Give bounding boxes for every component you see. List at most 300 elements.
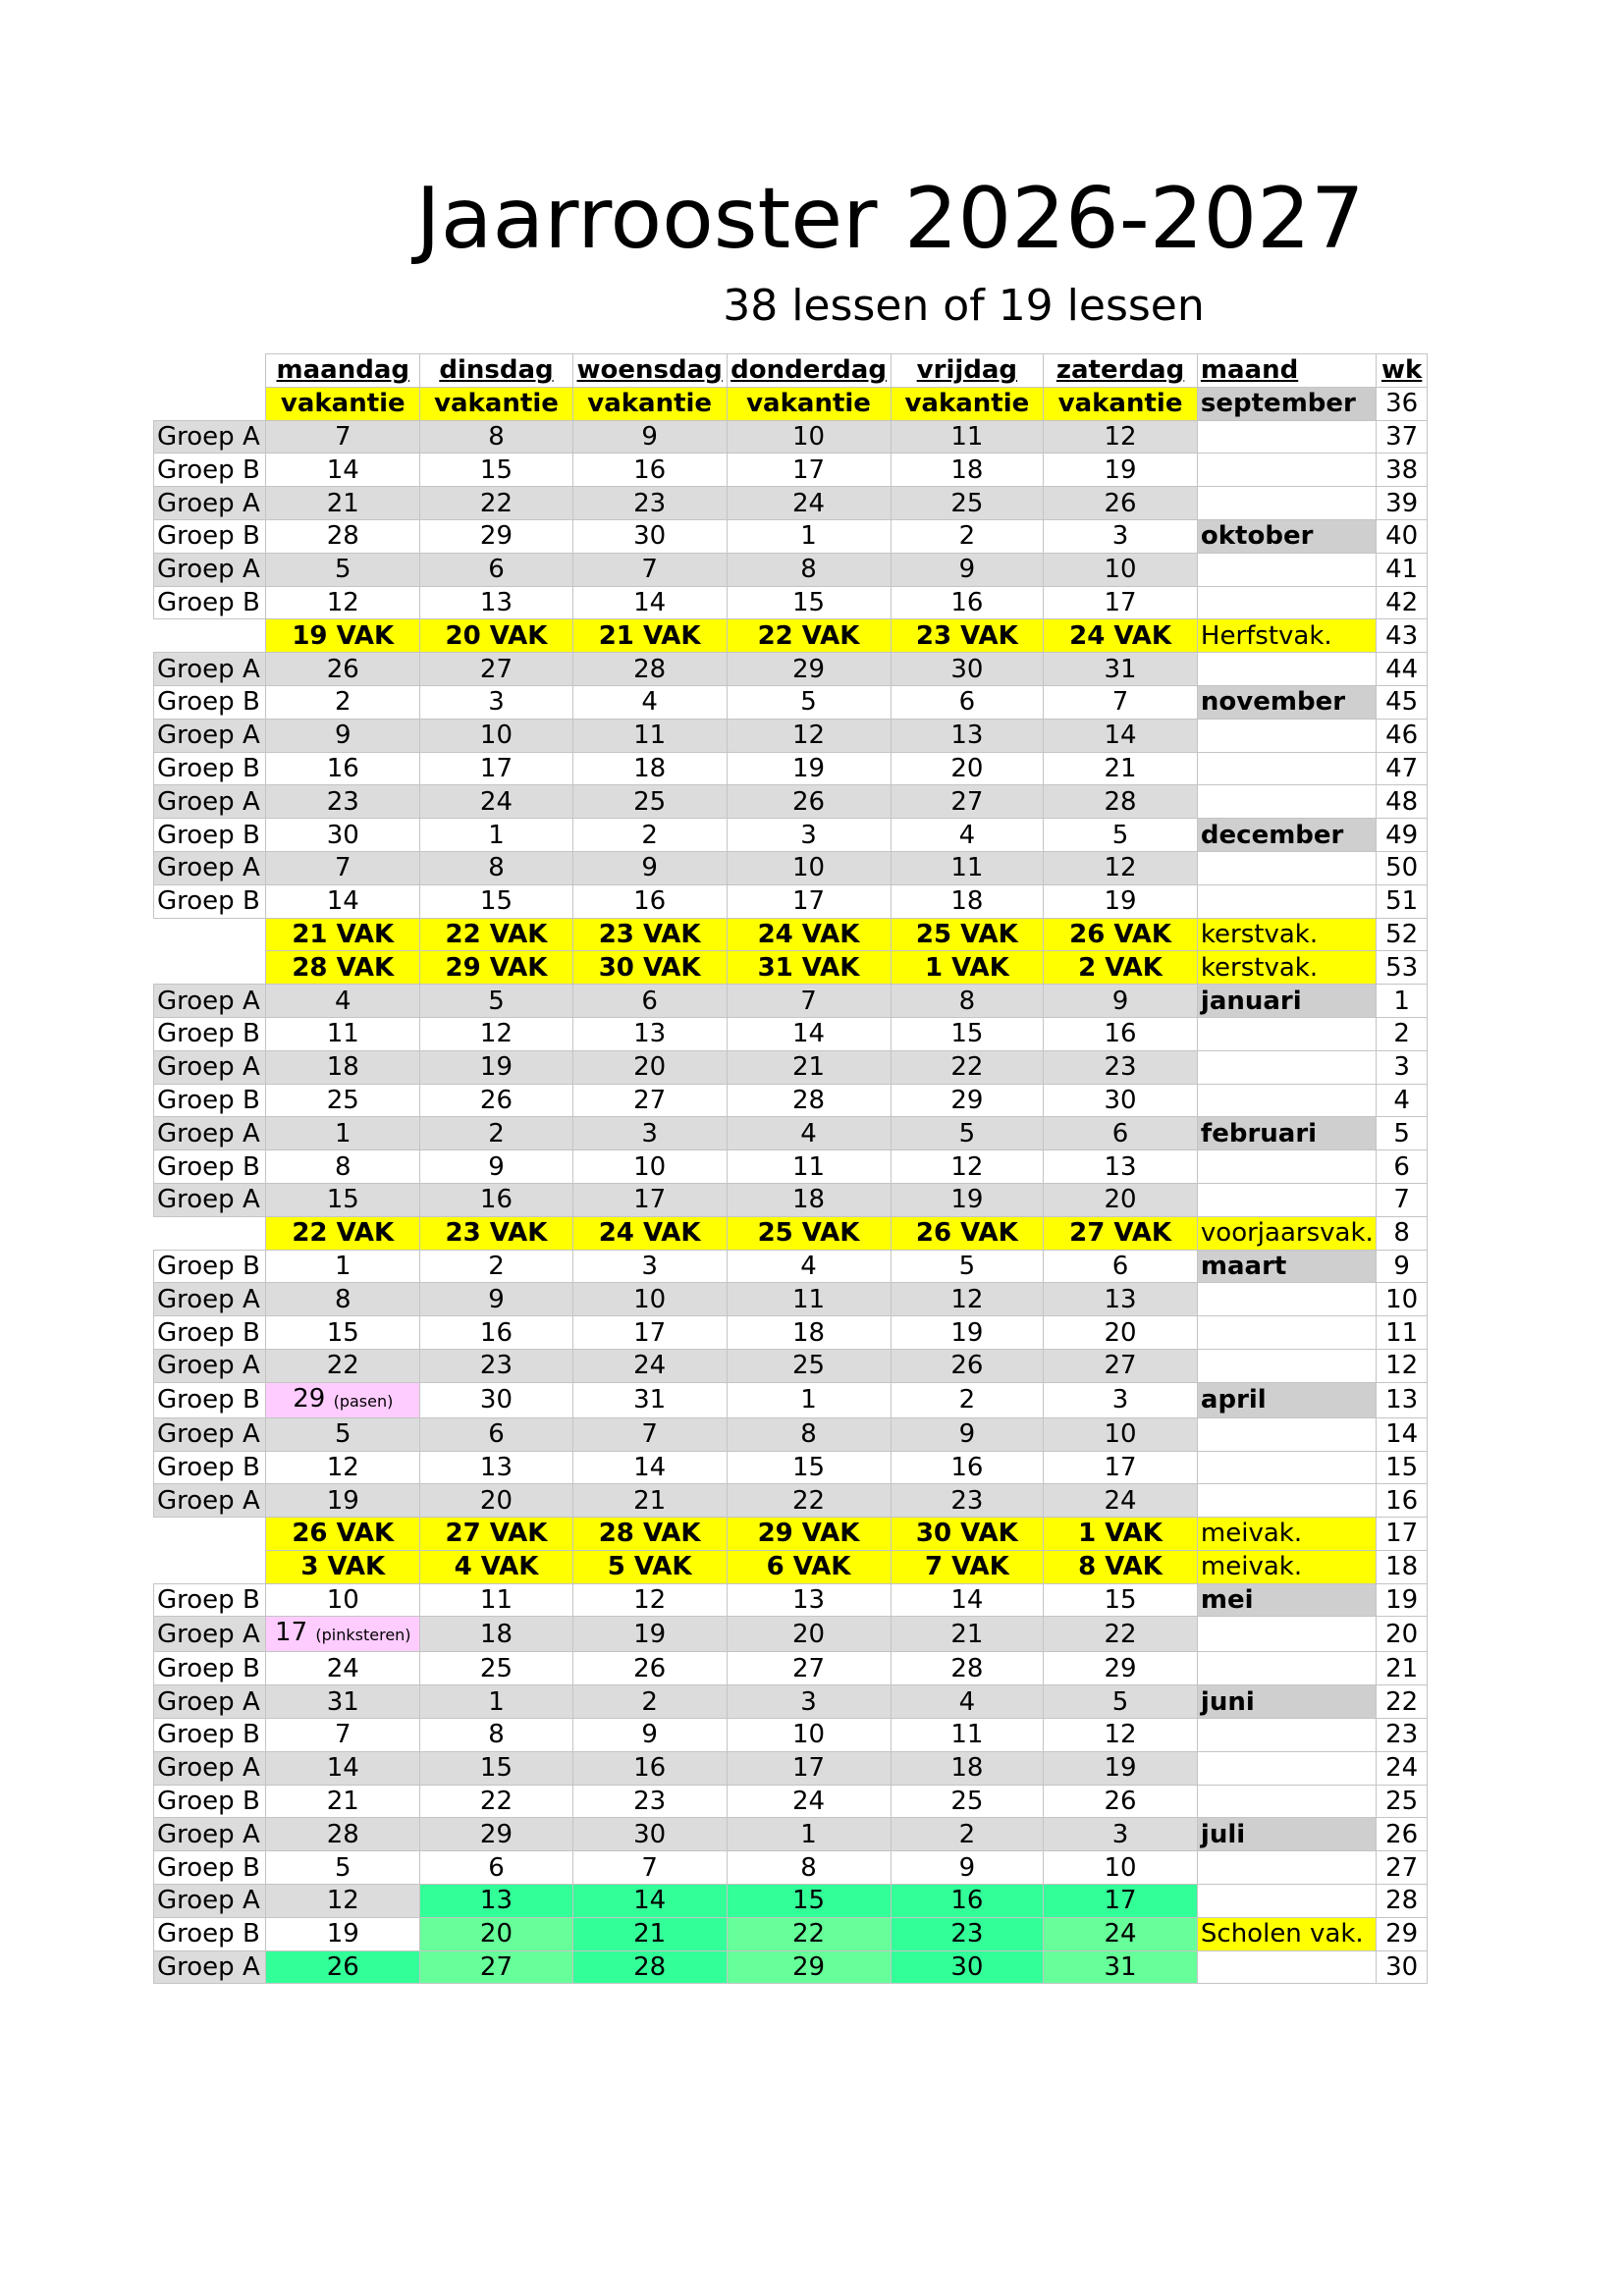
day-cell-vrijdag: 30 [891, 1950, 1044, 1984]
day-cell-zaterdag: 2 VAK [1044, 951, 1198, 985]
day-cell-vrijdag: 25 [891, 1785, 1044, 1818]
day-cell-zaterdag: 20 [1044, 1316, 1198, 1350]
group-cell: Groep B [154, 1316, 266, 1350]
day-cell-maandag: 8 [266, 1150, 420, 1184]
group-cell: Groep A [154, 420, 266, 454]
group-cell: Groep A [154, 1283, 266, 1316]
day-cell-woensdag: 30 [572, 1818, 727, 1851]
week-number-cell: 6 [1377, 1150, 1428, 1184]
day-cell-dinsdag: 15 [420, 884, 573, 918]
day-cell-maandag: 12 [266, 1885, 420, 1918]
week-row [154, 1017, 1428, 1050]
week-row [154, 785, 1428, 819]
day-cell-vrijdag: 8 [891, 985, 1044, 1018]
group-cell: Groep A [154, 1484, 266, 1518]
week-number-cell: 36 [1377, 387, 1428, 420]
month-cell: oktober [1197, 519, 1376, 553]
day-cell-vrijdag: 23 [891, 1484, 1044, 1518]
day-cell-donderdag: 17 [727, 454, 891, 487]
week-number-cell: 3 [1377, 1050, 1428, 1084]
schedule-body [154, 387, 1428, 1984]
day-cell-dinsdag: 25 [420, 1652, 573, 1685]
day-cell-woensdag: 7 [572, 1417, 727, 1451]
day-cell-donderdag: 24 VAK [727, 918, 891, 951]
month-cell [1197, 1451, 1376, 1484]
group-cell: Groep A [154, 985, 266, 1018]
day-cell-zaterdag: 24 [1044, 1917, 1198, 1950]
day-cell-donderdag: 12 [727, 719, 891, 752]
day-cell-woensdag: 24 [572, 1349, 727, 1382]
day-cell-woensdag: 21 [572, 1917, 727, 1950]
day-cell-vrijdag: 16 [891, 586, 1044, 619]
week-row [154, 819, 1428, 852]
month-cell [1197, 1017, 1376, 1050]
day-cell-woensdag: 28 [572, 653, 727, 686]
day-cell-vrijdag: 16 [891, 1451, 1044, 1484]
day-cell-maandag: vakantie [266, 387, 420, 420]
day-cell-woensdag: 9 [572, 1719, 727, 1752]
day-cell-maandag: 5 [266, 1417, 420, 1451]
day-cell-dinsdag: 18 [420, 1617, 573, 1652]
day-cell-maandag: 26 [266, 653, 420, 686]
day-cell-vrijdag: 18 [891, 884, 1044, 918]
day-cell-zaterdag: 31 [1044, 653, 1198, 686]
day-cell-dinsdag: 6 [420, 1851, 573, 1885]
week-number-cell: 22 [1377, 1685, 1428, 1719]
month-cell: mei [1197, 1583, 1376, 1617]
day-cell-donderdag: 10 [727, 1719, 891, 1752]
day-number: 29 [293, 1383, 326, 1414]
month-cell: juli [1197, 1818, 1376, 1851]
day-cell-donderdag: 18 [727, 1316, 891, 1350]
day-cell-vrijdag: 9 [891, 1417, 1044, 1451]
vacation-row [154, 619, 1428, 653]
day-cell-vrijdag: 16 [891, 1885, 1044, 1918]
day-cell-zaterdag: 3 [1044, 519, 1198, 553]
day-cell-maandag: 19 [266, 1917, 420, 1950]
week-row [154, 1484, 1428, 1518]
day-cell-zaterdag: 17 [1044, 1451, 1198, 1484]
day-cell-dinsdag: 9 [420, 1283, 573, 1316]
day-cell-maandag: 5 [266, 1851, 420, 1885]
month-cell: kerstvak. [1197, 951, 1376, 985]
day-cell-woensdag: 25 [572, 785, 727, 819]
week-row [154, 1818, 1428, 1851]
month-cell: Scholen vak. [1197, 1917, 1376, 1950]
day-cell-dinsdag: 20 [420, 1917, 573, 1950]
day-cell-donderdag: 17 [727, 884, 891, 918]
day-cell-woensdag: 21 [572, 1484, 727, 1518]
day-cell-maandag: 28 VAK [266, 951, 420, 985]
day-cell-woensdag: 17 [572, 1183, 727, 1216]
day-cell-vrijdag: 14 [891, 1583, 1044, 1617]
day-cell-dinsdag: 4 VAK [420, 1550, 573, 1583]
week-number-cell: 1 [1377, 985, 1428, 1018]
day-cell-maandag: 14 [266, 1751, 420, 1785]
day-cell-zaterdag: 3 [1044, 1382, 1198, 1417]
day-cell-donderdag: 11 [727, 1150, 891, 1184]
day-cell-maandag: 18 [266, 1050, 420, 1084]
day-cell-dinsdag: 15 [420, 1751, 573, 1785]
day-cell-dinsdag: 20 VAK [420, 619, 573, 653]
day-cell-woensdag: 3 [572, 1250, 727, 1283]
day-cell-woensdag: 5 VAK [572, 1550, 727, 1583]
vacation-row [154, 918, 1428, 951]
month-cell [1197, 586, 1376, 619]
day-cell-woensdag: 10 [572, 1283, 727, 1316]
week-row [154, 752, 1428, 785]
week-row [154, 1382, 1428, 1417]
day-cell-zaterdag: 5 [1044, 1685, 1198, 1719]
day-cell-maandag: 7 [266, 420, 420, 454]
day-cell-donderdag: 15 [727, 586, 891, 619]
week-row [154, 1917, 1428, 1950]
day-cell-zaterdag: 20 [1044, 1183, 1198, 1216]
day-cell-donderdag: 8 [727, 1851, 891, 1885]
week-row [154, 985, 1428, 1018]
week-row [154, 1183, 1428, 1216]
week-number-cell: 48 [1377, 785, 1428, 819]
day-cell-dinsdag: 27 [420, 653, 573, 686]
week-row [154, 1451, 1428, 1484]
day-cell-vrijdag: 4 [891, 819, 1044, 852]
week-number-cell: 19 [1377, 1583, 1428, 1617]
day-cell-donderdag: 15 [727, 1451, 891, 1484]
day-cell-woensdag: 26 [572, 1652, 727, 1685]
day-cell-donderdag: 29 [727, 653, 891, 686]
week-number-cell: 23 [1377, 1719, 1428, 1752]
week-number-cell: 25 [1377, 1785, 1428, 1818]
month-cell [1197, 1283, 1376, 1316]
week-number-cell: 17 [1377, 1518, 1428, 1551]
day-cell-donderdag: 10 [727, 420, 891, 454]
day-cell-dinsdag: 13 [420, 1451, 573, 1484]
day-cell-vrijdag: 25 [891, 487, 1044, 520]
group-cell-empty [154, 387, 266, 420]
day-cell-vrijdag: 12 [891, 1150, 1044, 1184]
day-cell-dinsdag: 23 [420, 1349, 573, 1382]
day-cell-vrijdag: vakantie [891, 387, 1044, 420]
day-cell-maandag: 21 VAK [266, 918, 420, 951]
group-cell-empty [154, 619, 266, 653]
day-cell-donderdag: 13 [727, 1583, 891, 1617]
day-cell-donderdag: 4 [727, 1250, 891, 1283]
day-cell-dinsdag: 22 [420, 487, 573, 520]
day-cell-dinsdag: 30 [420, 1382, 573, 1417]
day-cell-maandag: 12 [266, 586, 420, 619]
day-cell-vrijdag: 5 [891, 1250, 1044, 1283]
day-cell-woensdag: 14 [572, 586, 727, 619]
day-cell-vrijdag: 20 [891, 752, 1044, 785]
day-cell-dinsdag: 5 [420, 985, 573, 1018]
month-cell: november [1197, 685, 1376, 719]
month-cell [1197, 785, 1376, 819]
group-cell: Groep B [154, 1451, 266, 1484]
schedule-table [153, 353, 1428, 1984]
day-cell-maandag: 31 [266, 1685, 420, 1719]
month-cell: januari [1197, 985, 1376, 1018]
group-cell: Groep A [154, 1349, 266, 1382]
month-cell [1197, 454, 1376, 487]
day-cell-maandag: 19 VAK [266, 619, 420, 653]
month-cell [1197, 1050, 1376, 1084]
week-number-cell: 51 [1377, 884, 1428, 918]
week-row [154, 884, 1428, 918]
week-number-cell: 18 [1377, 1550, 1428, 1583]
day-cell-zaterdag: 31 [1044, 1950, 1198, 1984]
day-cell-vrijdag: 19 [891, 1316, 1044, 1350]
week-row [154, 1685, 1428, 1719]
day-cell-zaterdag: 1 VAK [1044, 1518, 1198, 1551]
day-cell-woensdag: 23 [572, 1785, 727, 1818]
day-cell-vrijdag: 13 [891, 719, 1044, 752]
day-cell-dinsdag: 8 [420, 851, 573, 884]
day-cell-vrijdag: 23 VAK [891, 619, 1044, 653]
group-cell: Groep A [154, 1183, 266, 1216]
group-cell: Groep A [154, 851, 266, 884]
day-cell-donderdag: 29 [727, 1950, 891, 1984]
header-maandag: maandag [266, 354, 420, 388]
day-cell-maandag: 7 [266, 1719, 420, 1752]
week-number-cell: 12 [1377, 1349, 1428, 1382]
group-cell: Groep A [154, 1950, 266, 1984]
day-cell-donderdag: 8 [727, 553, 891, 586]
group-cell: Groep B [154, 1785, 266, 1818]
day-cell-maandag: 30 [266, 819, 420, 852]
month-cell [1197, 1183, 1376, 1216]
day-cell-woensdag: 7 [572, 553, 727, 586]
month-cell [1197, 1417, 1376, 1451]
week-row [154, 1250, 1428, 1283]
day-cell-woensdag: 16 [572, 454, 727, 487]
week-number-cell: 40 [1377, 519, 1428, 553]
week-number-cell: 29 [1377, 1917, 1428, 1950]
day-cell-woensdag: 6 [572, 985, 727, 1018]
day-cell-vrijdag: 29 [891, 1084, 1044, 1117]
group-cell-empty [154, 1216, 266, 1250]
day-cell-woensdag: 4 [572, 685, 727, 719]
week-number-cell: 24 [1377, 1751, 1428, 1785]
day-cell-maandag: 16 [266, 752, 420, 785]
day-cell-vrijdag: 25 VAK [891, 918, 1044, 951]
day-cell-zaterdag: 27 [1044, 1349, 1198, 1382]
page-title: Jaarrooster 2026-2027 [415, 170, 1365, 268]
week-row [154, 719, 1428, 752]
week-row [154, 653, 1428, 686]
day-cell-maandag: 24 [266, 1652, 420, 1685]
day-cell-zaterdag: 12 [1044, 851, 1198, 884]
day-cell-vrijdag: 23 [891, 1917, 1044, 1950]
month-cell: april [1197, 1382, 1376, 1417]
day-cell-zaterdag: 6 [1044, 1250, 1198, 1283]
day-cell-vrijdag: 6 [891, 685, 1044, 719]
day-cell-zaterdag: 21 [1044, 752, 1198, 785]
day-cell-vrijdag: 2 [891, 519, 1044, 553]
week-number-cell: 41 [1377, 553, 1428, 586]
day-cell-dinsdag: 16 [420, 1183, 573, 1216]
month-cell: meivak. [1197, 1518, 1376, 1551]
week-number-cell: 26 [1377, 1818, 1428, 1851]
day-cell-vrijdag: 18 [891, 1751, 1044, 1785]
day-cell-donderdag: 24 [727, 487, 891, 520]
day-cell-woensdag: 7 [572, 1851, 727, 1885]
day-number: 17 [275, 1618, 308, 1648]
day-cell-donderdag: 3 [727, 819, 891, 852]
day-cell-dinsdag: 19 [420, 1050, 573, 1084]
group-cell: Groep B [154, 1583, 266, 1617]
day-cell-woensdag: 30 VAK [572, 951, 727, 985]
month-cell [1197, 752, 1376, 785]
day-cell-maandag: 26 VAK [266, 1518, 420, 1551]
week-number-cell: 15 [1377, 1451, 1428, 1484]
month-cell [1197, 1885, 1376, 1918]
day-cell-donderdag: 15 [727, 1885, 891, 1918]
day-cell-zaterdag: 19 [1044, 454, 1198, 487]
day-cell-vrijdag: 12 [891, 1283, 1044, 1316]
day-cell-vrijdag: 18 [891, 454, 1044, 487]
group-cell: Groep A [154, 1818, 266, 1851]
day-cell-vrijdag: 30 [891, 653, 1044, 686]
group-cell-empty [154, 1550, 266, 1583]
vacation-row [154, 1518, 1428, 1551]
day-cell-woensdag: 14 [572, 1885, 727, 1918]
day-cell-woensdag: 11 [572, 719, 727, 752]
header-row [154, 354, 1428, 388]
day-cell-dinsdag: 13 [420, 586, 573, 619]
month-cell [1197, 420, 1376, 454]
day-cell-donderdag: 20 [727, 1617, 891, 1652]
day-cell-dinsdag: 20 [420, 1484, 573, 1518]
week-row [154, 487, 1428, 520]
week-row [154, 1885, 1428, 1918]
week-number-cell: 50 [1377, 851, 1428, 884]
day-cell-vrijdag: 9 [891, 1851, 1044, 1885]
day-cell-woensdag: 24 VAK [572, 1216, 727, 1250]
month-cell [1197, 1652, 1376, 1685]
day-cell-maandag: 19 [266, 1484, 420, 1518]
group-cell: Groep A [154, 1685, 266, 1719]
week-number-cell: 45 [1377, 685, 1428, 719]
day-cell-zaterdag: 13 [1044, 1150, 1198, 1184]
week-number-cell: 20 [1377, 1617, 1428, 1652]
month-cell: september [1197, 387, 1376, 420]
day-cell-donderdag: 21 [727, 1050, 891, 1084]
group-cell: Groep B [154, 685, 266, 719]
day-cell-zaterdag: 24 VAK [1044, 619, 1198, 653]
day-cell-donderdag: 1 [727, 1818, 891, 1851]
day-cell-donderdag: 25 VAK [727, 1216, 891, 1250]
day-cell-woensdag: 28 VAK [572, 1518, 727, 1551]
group-cell: Groep A [154, 1117, 266, 1150]
week-row [154, 1583, 1428, 1617]
day-cell-dinsdag: 22 [420, 1785, 573, 1818]
group-cell: Groep B [154, 1851, 266, 1885]
week-number-cell: 8 [1377, 1216, 1428, 1250]
week-number-cell: 10 [1377, 1283, 1428, 1316]
day-cell-vrijdag: 2 [891, 1382, 1044, 1417]
day-cell-donderdag: 22 VAK [727, 619, 891, 653]
day-cell-maandag: 5 [266, 553, 420, 586]
month-cell: juni [1197, 1685, 1376, 1719]
day-cell-woensdag: 27 [572, 1084, 727, 1117]
day-cell-maandag: 25 [266, 1084, 420, 1117]
day-cell-woensdag: 17 [572, 1316, 727, 1350]
month-cell [1197, 1785, 1376, 1818]
day-cell-dinsdag: 9 [420, 1150, 573, 1184]
day-cell-vrijdag: 2 [891, 1818, 1044, 1851]
week-row [154, 1751, 1428, 1785]
day-cell-woensdag: 14 [572, 1451, 727, 1484]
week-number-cell: 30 [1377, 1950, 1428, 1984]
week-row [154, 1785, 1428, 1818]
group-cell-empty [154, 951, 266, 985]
group-cell: Groep B [154, 1250, 266, 1283]
day-cell-vrijdag: 7 VAK [891, 1550, 1044, 1583]
day-cell-maandag: 28 [266, 1818, 420, 1851]
day-cell-donderdag: 19 [727, 752, 891, 785]
day-cell-dinsdag: 27 VAK [420, 1518, 573, 1551]
month-cell: voorjaarsvak. [1197, 1216, 1376, 1250]
header-corner [154, 354, 266, 388]
day-cell-dinsdag: 1 [420, 1685, 573, 1719]
day-cell-zaterdag: vakantie [1044, 387, 1198, 420]
day-cell-maandag: 14 [266, 454, 420, 487]
day-cell-donderdag: 29 VAK [727, 1518, 891, 1551]
day-cell-vrijdag: 9 [891, 553, 1044, 586]
week-row [154, 1417, 1428, 1451]
week-number-cell: 7 [1377, 1183, 1428, 1216]
day-cell-woensdag: 23 [572, 487, 727, 520]
day-cell-dinsdag: 6 [420, 553, 573, 586]
day-cell-dinsdag: 22 VAK [420, 918, 573, 951]
month-cell [1197, 1851, 1376, 1885]
month-cell: maart [1197, 1250, 1376, 1283]
day-cell-maandag: 9 [266, 719, 420, 752]
day-cell-donderdag: vakantie [727, 387, 891, 420]
day-cell-vrijdag: 19 [891, 1183, 1044, 1216]
week-number-cell: 52 [1377, 918, 1428, 951]
month-cell [1197, 1950, 1376, 1984]
day-cell-woensdag: 23 VAK [572, 918, 727, 951]
month-cell [1197, 884, 1376, 918]
day-cell-zaterdag: 23 [1044, 1050, 1198, 1084]
vacation-row [154, 1216, 1428, 1250]
day-cell-donderdag: 7 [727, 985, 891, 1018]
day-cell-vrijdag: 11 [891, 420, 1044, 454]
day-cell-vrijdag: 26 [891, 1349, 1044, 1382]
day-cell-zaterdag: 30 [1044, 1084, 1198, 1117]
day-cell-woensdag: 12 [572, 1583, 727, 1617]
month-cell [1197, 1484, 1376, 1518]
day-cell-donderdag: 3 [727, 1685, 891, 1719]
day-cell-maandag: 22 VAK [266, 1216, 420, 1250]
day-cell-donderdag: 10 [727, 851, 891, 884]
week-number-cell: 5 [1377, 1117, 1428, 1150]
day-cell-zaterdag: 16 [1044, 1017, 1198, 1050]
month-cell [1197, 1316, 1376, 1350]
day-cell-vrijdag: 30 VAK [891, 1518, 1044, 1551]
day-cell-maandag: 21 [266, 1785, 420, 1818]
day-cell-donderdag: 27 [727, 1652, 891, 1685]
day-cell-vrijdag: 26 VAK [891, 1216, 1044, 1250]
day-cell-maandag: 1 [266, 1117, 420, 1150]
day-cell-maandag [266, 1382, 420, 1417]
day-cell-donderdag: 24 [727, 1785, 891, 1818]
day-cell-donderdag: 1 [727, 519, 891, 553]
day-cell-maandag: 4 [266, 985, 420, 1018]
day-cell-donderdag: 31 VAK [727, 951, 891, 985]
day-cell-zaterdag: 24 [1044, 1484, 1198, 1518]
